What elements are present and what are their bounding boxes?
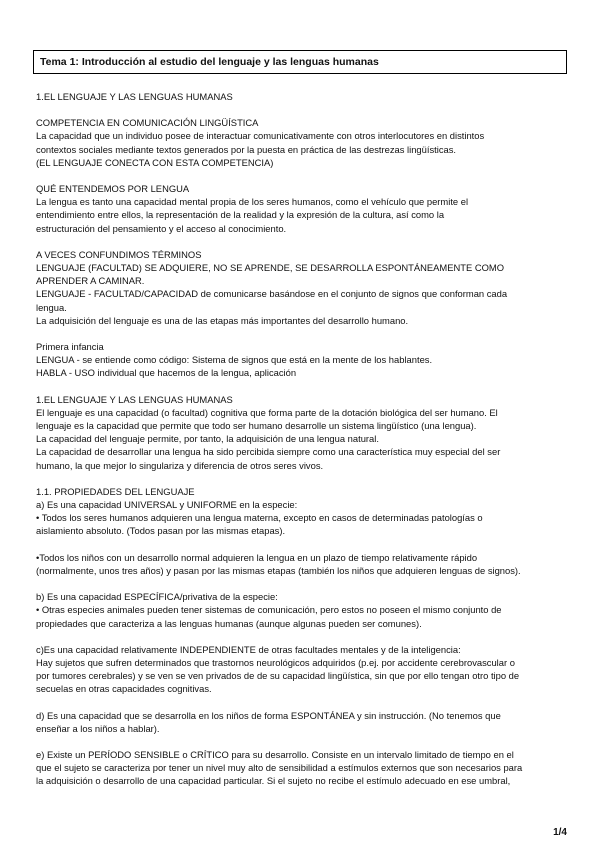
text-line: •Todos los niños con un desarrollo normal adquieren la lengua en un plazo de tiempo relativamente rápido: [36, 551, 478, 563]
text-line: A VECES CONFUNDIMOS TÉRMINOS: [36, 248, 202, 260]
section-heading-2: [36, 393, 566, 472]
section-propiedades-c: [36, 643, 566, 696]
text-line: (EL LENGUAJE CONECTA CON ESTA COMPETENCIA): [36, 156, 274, 168]
text-line: entendimiento entre ellos, la representación de la realidad y la expresión de la cultura, así como la: [36, 209, 445, 221]
section-primera-infancia: [36, 340, 566, 380]
section-propiedades-a2: [36, 551, 566, 577]
text-line: enseñar a los niños a hablar).: [36, 722, 160, 734]
text-line: c)Es una capacidad relativamente INDEPENDIENTE de otras facultades mentales y de la inteligencia:: [36, 643, 461, 655]
section-a-veces: [36, 248, 566, 327]
text-line: COMPETENCIA EN COMUNICACIÓN LINGÜÍSTICA: [36, 117, 259, 129]
text-line: lengua.: [36, 301, 67, 313]
text-line: contextos sociales mediante textos generados por la puesta en práctica de las destrezas lingüísticas.: [36, 143, 457, 155]
text-line: 1.1. PROPIEDADES DEL LENGUAJE: [36, 485, 195, 497]
section-propiedades-e: [36, 748, 566, 788]
text-line: La lengua es tanto una capacidad mental propia de los seres humanos, como el vehículo que permite el: [36, 196, 469, 208]
text-line: la adquisición o desarrollo de una capacidad particular. Si el sujeto no recibe el estímulo adecuado en ese umbral,: [36, 775, 511, 787]
text-line: Primera infancia: [36, 341, 104, 353]
text-line: aislamiento absoluto. (Todos pasan por las mismas etapas).: [36, 525, 286, 537]
text-line: 1.EL LENGUAJE Y LAS LENGUAS HUMANAS: [36, 393, 233, 405]
section-que-entendemos: [36, 182, 566, 235]
text-line: HABLA - USO individual que hacemos de la lengua, aplicación: [36, 367, 297, 379]
text-line: 1.EL LENGUAJE Y LAS LENGUAS HUMANAS: [36, 91, 233, 102]
text-line: La capacidad de desarrollar una lengua ha sido percibida siempre como una característica muy especial del ser: [36, 446, 501, 458]
section-heading-1: [36, 90, 566, 103]
text-line: LENGUAJE - FACULTAD/CAPACIDAD de comunicarse basándose en el conjunto de signos que conforman cada: [36, 288, 508, 300]
text-line: estructuración del pensamiento y el acceso al conocimiento.: [36, 222, 287, 234]
text-line: secuelas en otras capacidades cognitivas.: [36, 683, 212, 695]
text-line: propiedades que caracteriza a las lenguas humanas (aunque algunas pueden ser comunes).: [36, 617, 422, 629]
section-propiedades-d: [36, 709, 566, 735]
text-line: La capacidad del lenguaje permite, por tanto, la adquisición de una lengua natural.: [36, 433, 379, 445]
text-line: • Todos los seres humanos adquieren una lengua materna, excepto en casos de determinadas patologías o: [36, 512, 483, 524]
section-propiedades-b: [36, 590, 566, 630]
text-line: La adquisición del lenguaje es una de las etapas más importantes del desarrollo humano.: [36, 314, 409, 326]
section-propiedades-a: [36, 485, 566, 538]
text-line: El lenguaje es una capacidad (o facultad) cognitiva que forma parte de la dotación biológica del ser humano. El: [36, 406, 498, 418]
section-competencia: [36, 116, 566, 169]
text-line: QUÉ ENTENDEMOS POR LENGUA: [36, 183, 190, 195]
text-line: • Otras especies animales pueden tener sistemas de comunicación, pero estos no poseen el mismo conjunto de: [36, 604, 502, 616]
text-line: que el sujeto se caracteriza por tener un nivel muy alto de sensibilidad a estímulos externos que son necesarios para: [36, 762, 523, 774]
page-number: 1/4: [553, 827, 567, 838]
text-line: LENGUA - se entiende como código: Sistema de signos que está en la mente de los hablantes.: [36, 354, 433, 366]
text-line: e) Existe un PERÍODO SENSIBLE o CRÍTICO para su desarrollo. Consiste en un intervalo limitado de tiempo en el: [36, 748, 514, 760]
text-line: (normalmente, unos tres años) y pasan por las mismas etapas (también los niños que adquieren lenguas de signos).: [36, 564, 521, 576]
text-line: LENGUAJE (FACULTAD) SE ADQUIERE, NO SE APRENDE, SE DESARROLLA ESPONTÁNEAMENTE COMO: [36, 262, 504, 274]
document-title: Tema 1: Introducción al estudio del lenguaje y las lenguas humanas: [33, 50, 567, 74]
text-line: APRENDER A CAMINAR.: [36, 275, 145, 287]
text-line: por tumores cerebrales) y se ven se ven privados de de su capacidad lingüística, sin que por ello tengan otro tipo de: [36, 670, 520, 682]
text-line: lenguaje es la capacidad que permite que todo ser humano desarrolle un sistema lingüístico (una lengua).: [36, 420, 477, 432]
text-line: La capacidad que un individuo posee de interactuar comunicativamente con otros interlocutores en distintos: [36, 130, 485, 142]
text-line: d) Es una capacidad que se desarrolla en los niños de forma ESPONTÁNEA y sin instrucción. (No tenemos que: [36, 709, 501, 721]
text-line: b) Es una capacidad ESPECÍFICA/privativa de la especie:: [36, 591, 278, 603]
document-body: [36, 90, 566, 788]
text-line: Hay sujetos que sufren determinados que trastornos neurológicos adquiridos (p.ej. por accidente cerebrovascular o: [36, 656, 515, 668]
text-line: a) Es una capacidad UNIVERSAL y UNIFORME en la especie:: [36, 499, 298, 511]
text-line: humano, la que mejor lo singulariza y diferencia de otros seres vivos.: [36, 459, 324, 471]
